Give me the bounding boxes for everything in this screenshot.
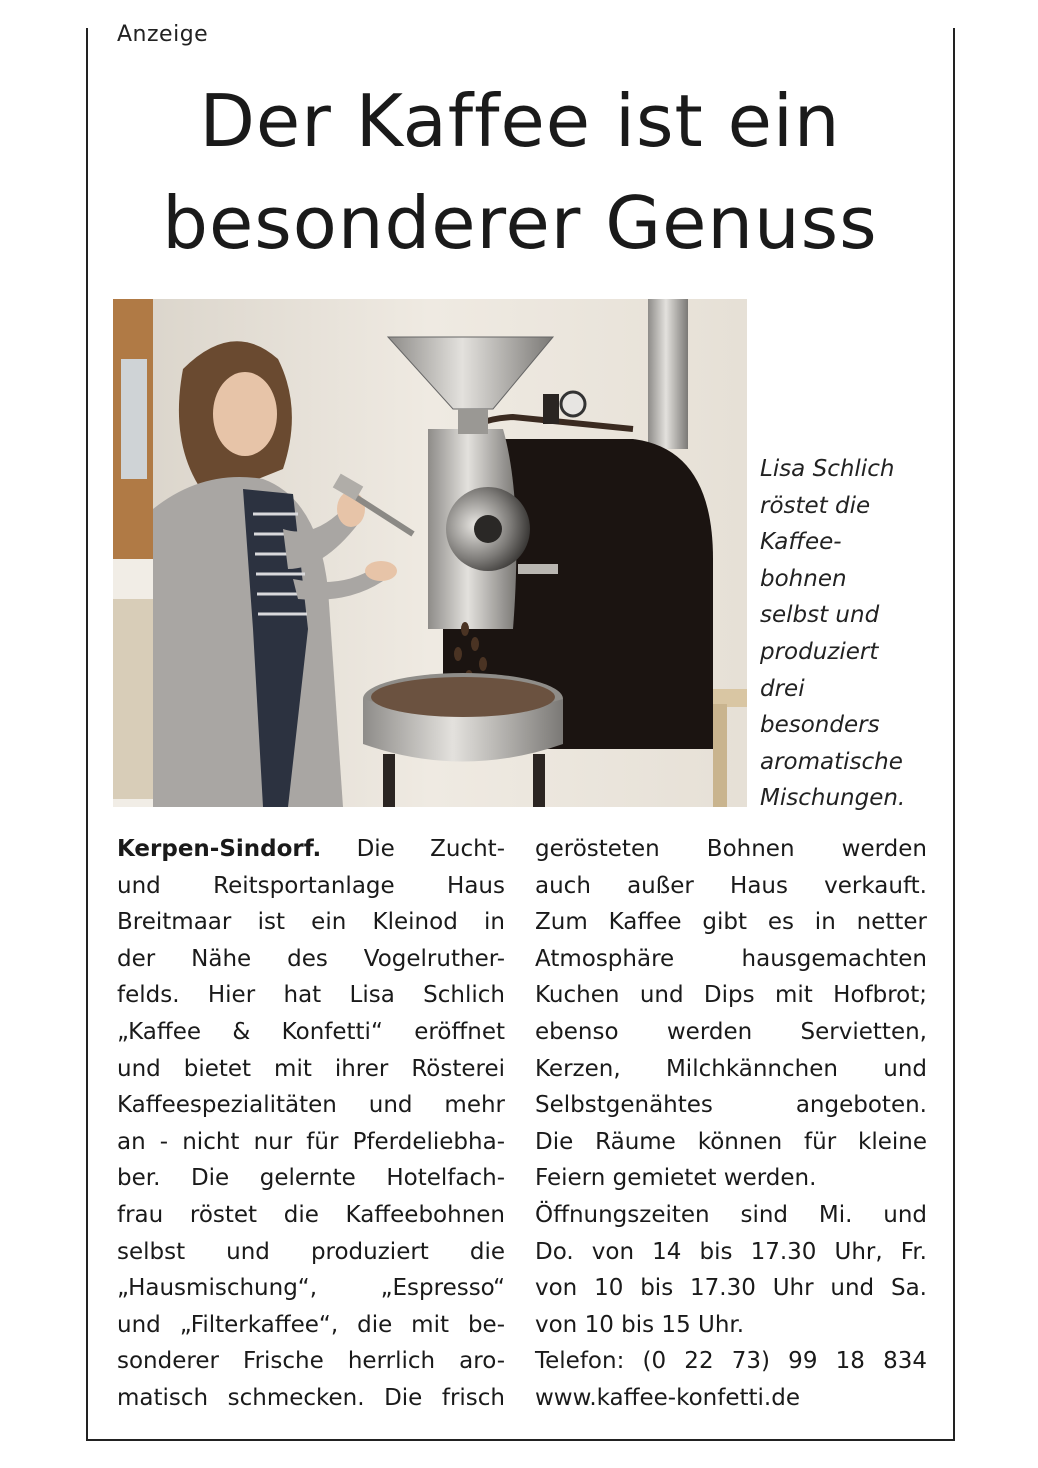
caption-line: bohnen [760, 565, 847, 592]
article-line: der Nähe des Vogelruther- [117, 945, 505, 972]
article-line: matisch schmecken. Die frisch [117, 1384, 505, 1411]
caption-line: Kaffee- [760, 529, 842, 556]
advertisement-label: Anzeige [117, 22, 209, 47]
article-column-right [535, 831, 927, 1417]
article-line: Selbstgenähtes angeboten. [535, 1092, 927, 1119]
article-line: an - nicht nur für Pferdeliebha- [117, 1128, 505, 1155]
article-line: Zum Kaffee gibt es in netter [535, 909, 927, 936]
article-line: Breitmaar ist ein Kleinod in [117, 909, 505, 936]
article-line-text: Die Zucht- [321, 836, 505, 862]
article-column-left [117, 831, 505, 1417]
article-line: ebenso werden Servietten, [535, 1018, 927, 1045]
article-line: auch außer Haus verkauft. [535, 872, 927, 899]
frame-bottom-rule [86, 1439, 955, 1441]
headline [100, 70, 940, 274]
article-line: felds. Hier hat Lisa Schlich [117, 982, 505, 1009]
article-line: sonderer Frische herrlich aro- [117, 1348, 505, 1375]
article-photo [113, 299, 747, 807]
article-line: Kerzen, Milchkännchen und [535, 1055, 927, 1082]
article-line: Atmosphäre hausgemachten [535, 945, 927, 972]
article-line: „Hausmischung“, „Espresso“ [117, 1275, 505, 1302]
article-line: „Kaffee & Konfetti“ eröffnet [117, 1018, 505, 1045]
caption-line: produziert [760, 638, 879, 665]
article-line: Kuchen und Dips mit Hofbrot; [535, 982, 927, 1009]
article-line: Feiern gemietet werden. [535, 1165, 817, 1192]
article-line: selbst und produziert die [117, 1238, 505, 1265]
article-line: und bietet mit ihrer Rösterei [117, 1055, 505, 1082]
article-line: Kaffeespezialitäten und mehr [117, 1092, 505, 1119]
frame-right-rule [953, 28, 955, 1441]
article-line: und „Filterkaffee“, die mit be- [117, 1311, 505, 1338]
article-line: gerösteten Bohnen werden [535, 836, 927, 862]
caption-line: Lisa Schlich [760, 456, 895, 482]
article-line: ber. Die gelernte Hotelfach- [117, 1165, 505, 1192]
caption-line: drei [760, 675, 805, 702]
headline-line-1: Der Kaffee ist ein [199, 79, 841, 163]
caption-line: Mischungen. [760, 785, 906, 812]
headline-line-2: besonderer Genuss [162, 181, 878, 265]
phone-number: Telefon: (0 22 73) 99 18 834 [535, 1348, 927, 1375]
website-url[interactable]: www.kaffee-konfetti.de [535, 1384, 800, 1411]
article-line: frau röstet die Kaffeebohnen [117, 1201, 505, 1228]
article-line: von 10 bis 15 Uhr. [535, 1311, 745, 1338]
article-line: Do. von 14 bis 17.30 Uhr, Fr. [535, 1238, 927, 1265]
frame-left-rule [86, 28, 88, 1441]
article-line: Die Räume können für kleine [535, 1128, 927, 1155]
caption-line: röstet die [760, 492, 871, 519]
caption-line: aromatische [760, 748, 903, 775]
article-line [117, 831, 505, 868]
article-line: Öffnungszeiten sind Mi. und [535, 1201, 927, 1228]
article-line: und Reitsportanlage Haus [117, 872, 505, 899]
photo-caption [760, 451, 940, 817]
caption-line: selbst und [760, 602, 880, 629]
dateline: Kerpen-Sindorf. [117, 836, 322, 862]
caption-line: besonders [760, 712, 880, 739]
article-line: von 10 bis 17.30 Uhr und Sa. [535, 1275, 927, 1302]
